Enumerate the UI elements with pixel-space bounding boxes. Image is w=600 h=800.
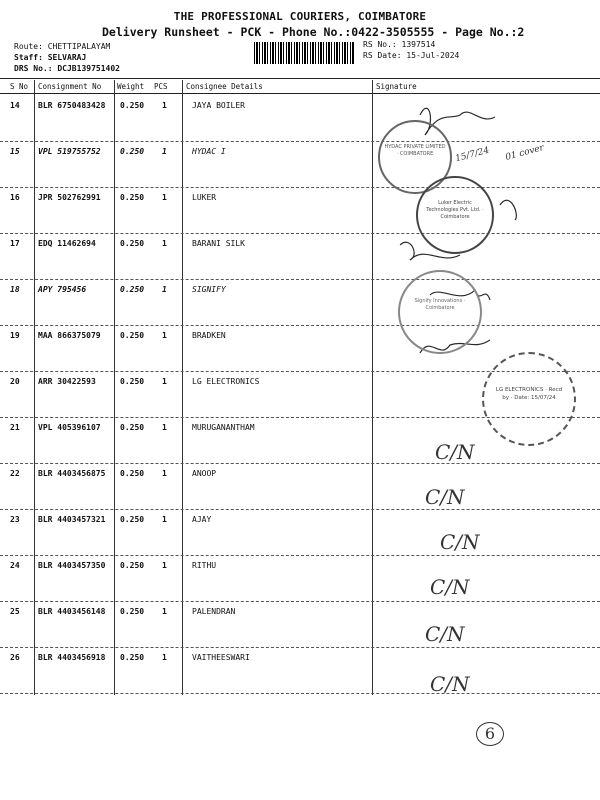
row-weight: 0.250 <box>120 285 145 294</box>
row-weight: 0.250 <box>120 515 145 524</box>
row-consignee: LG ELECTRONICS <box>192 377 260 386</box>
row-consignment: JPR 502762991 <box>38 193 101 202</box>
row-consignment: BLR 4403456148 <box>38 607 106 616</box>
row-weight: 0.250 <box>120 423 145 432</box>
row-consignment: BLR 4403456918 <box>38 653 106 662</box>
cn-mark-23: C/N <box>440 530 480 554</box>
row-consignment: BLR 4403457350 <box>38 561 106 570</box>
row-weight: 0.250 <box>120 101 145 110</box>
row-pcs: 1 <box>162 285 167 294</box>
row-sno: 18 <box>10 285 20 294</box>
row-consignee: LUKER <box>192 193 217 202</box>
row-divider <box>0 509 600 510</box>
row-weight: 0.250 <box>120 653 145 662</box>
col-header-pcs: PCS <box>154 82 168 91</box>
row-sno: 23 <box>10 515 20 524</box>
staff-value: SELVARAJ <box>47 53 87 62</box>
row-consignee: JAYA BOILER <box>192 101 245 110</box>
rs-date-line: RS Date: 15-Jul-2024 <box>363 51 460 60</box>
col-header-weight: Weight <box>117 82 145 91</box>
row-sno: 14 <box>10 101 20 110</box>
cn-mark-21: C/N <box>435 440 475 464</box>
row-sno: 16 <box>10 193 20 202</box>
row-divider <box>0 601 600 602</box>
table-top-rule <box>0 78 600 79</box>
drs-value: DCJB139751402 <box>57 64 120 73</box>
row-weight: 0.250 <box>120 377 145 386</box>
table-row <box>0 515 600 561</box>
row-sno: 24 <box>10 561 20 570</box>
row-weight: 0.250 <box>120 561 145 570</box>
row-sno: 17 <box>10 239 20 248</box>
row-sno: 15 <box>10 147 20 156</box>
col-header-sno: S No <box>10 82 29 91</box>
handwritten-covers: 01 cover <box>504 143 546 163</box>
rs-no-value: 1397514 <box>401 40 436 49</box>
row-pcs: 1 <box>162 239 167 248</box>
rs-date-value: 15-Jul-2024 <box>406 51 460 60</box>
row-pcs: 1 <box>162 423 167 432</box>
row-divider <box>0 555 600 556</box>
hydac-stamp: HYDAC PRIVATE LIMITED · COIMBATORE <box>378 120 452 194</box>
row-consignee: AJAY <box>192 515 212 524</box>
signature-luker <box>500 200 516 220</box>
cn-mark-26: C/N <box>430 672 470 696</box>
row-pcs: 1 <box>162 653 167 662</box>
row-consignee: MURUGANANTHAM <box>192 423 255 432</box>
col-header-consignment: Consignment No <box>38 82 102 91</box>
row-weight: 0.250 <box>120 147 145 156</box>
row-consignment: BLR 4403456875 <box>38 469 106 478</box>
row-consignment: BLR 4403457321 <box>38 515 106 524</box>
row-pcs: 1 <box>162 147 167 156</box>
row-sno: 26 <box>10 653 20 662</box>
row-pcs: 1 <box>162 377 167 386</box>
page-number-circle: 6 <box>476 722 504 746</box>
rs-no-line: RS No.: 1397514 <box>363 40 436 49</box>
luker-stamp: Luker Electric Technologies Pvt. Ltd. · Coimbatore <box>416 176 494 254</box>
drs-line: DRS No.: DCJB139751402 <box>14 64 120 73</box>
row-consignment: MAA 866375079 <box>38 331 101 340</box>
row-consignment: EDQ 11462694 <box>38 239 96 248</box>
route-line: Route: CHETTIPALAYAM <box>14 42 111 51</box>
row-consignee: BRADKEN <box>192 331 226 340</box>
row-consignment: VPL 519755752 <box>38 147 101 156</box>
runsheet-title: Delivery Runsheet - PCK - Phone No.:0422-3505555 - Page No.:2 <box>102 25 525 39</box>
row-weight: 0.250 <box>120 331 145 340</box>
row-pcs: 1 <box>162 469 167 478</box>
row-consignee: VAITHEESWARI <box>192 653 250 662</box>
row-weight: 0.250 <box>120 607 145 616</box>
row-consignee: HYDAC I <box>192 147 226 156</box>
col-header-signature: Signature <box>376 82 417 91</box>
staff-line: Staff: SELVARAJ <box>14 53 87 62</box>
company-title: THE PROFESSIONAL COURIERS, COIMBATORE <box>173 10 427 23</box>
table-header-rule <box>0 93 600 94</box>
row-consignee: RITHU <box>192 561 217 570</box>
row-pcs: 1 <box>162 101 167 110</box>
row-sno: 20 <box>10 377 20 386</box>
table-row <box>0 561 600 607</box>
col-header-consignee: Consignee Details <box>186 82 263 91</box>
row-consignee: ANOOP <box>192 469 217 478</box>
row-pcs: 1 <box>162 193 167 202</box>
row-consignment: BLR 6750483428 <box>38 101 106 110</box>
row-sno: 25 <box>10 607 20 616</box>
route-value: CHETTIPALAYAM <box>47 42 111 51</box>
barcode <box>254 42 354 64</box>
row-weight: 0.250 <box>120 469 145 478</box>
cn-mark-25: C/N <box>425 622 465 646</box>
row-sno: 19 <box>10 331 20 340</box>
row-divider <box>0 647 600 648</box>
row-weight: 0.250 <box>120 193 145 202</box>
row-sno: 21 <box>10 423 20 432</box>
cn-mark-24: C/N <box>430 575 470 599</box>
row-consignee: BARANI SILK <box>192 239 245 248</box>
row-consignee: SIGNIFY <box>192 285 226 294</box>
row-consignment: ARR 30422593 <box>38 377 96 386</box>
row-weight: 0.250 <box>120 239 145 248</box>
row-pcs: 1 <box>162 331 167 340</box>
row-pcs: 1 <box>162 561 167 570</box>
row-consignment: APY 795456 <box>38 285 87 294</box>
row-sno: 22 <box>10 469 20 478</box>
row-pcs: 1 <box>162 607 167 616</box>
row-divider <box>0 693 600 694</box>
table-row <box>0 607 600 653</box>
row-pcs: 1 <box>162 515 167 524</box>
row-consignment: VPL 405396107 <box>38 423 101 432</box>
signify-stamp: Signify Innovations · Coimbatore <box>398 270 482 354</box>
handwritten-date: 15/7/24 <box>454 145 491 165</box>
lg-stamp: LG ELECTRONICS · Recd by · Date: 15/07/24 <box>482 352 576 446</box>
row-consignee: PALENDRAN <box>192 607 236 616</box>
cn-mark-22: C/N <box>425 485 465 509</box>
table-row <box>0 653 600 699</box>
